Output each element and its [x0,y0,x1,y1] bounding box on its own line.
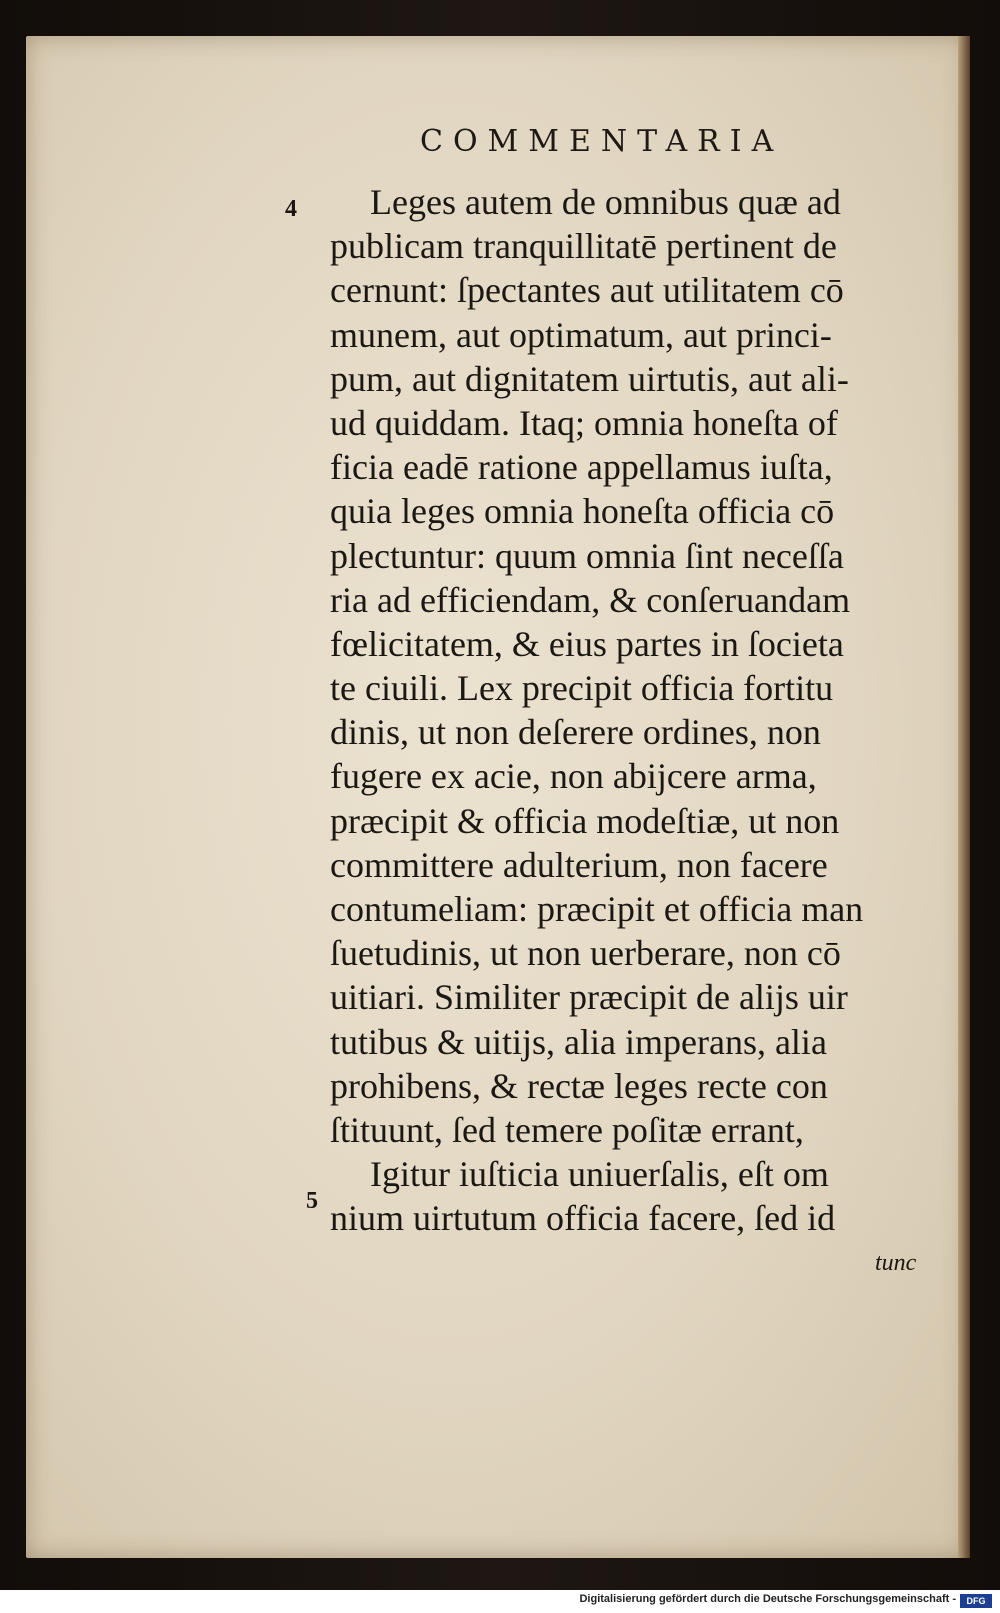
text-line: fugere ex acie, non abijcere arma, [330,756,817,797]
text-line: committere adulterium, non facere [330,844,828,885]
text-line: Leges autem de omnibus quæ ad [370,182,841,222]
dfg-logo: DFG [960,1594,992,1608]
text-line: præcipit & officia modeſtiæ, ut non [330,800,840,841]
text-line: ria ad efficiendam, & conſeruandam [330,579,851,620]
footer-credit: Digitalisierung gefördert durch die Deutsche Forschungsgemeinschaft - [579,1593,956,1605]
text-line: ſtituunt, ſed temere poſitæ errant, [330,1109,804,1150]
margin-note-5: 5 [306,1188,318,1214]
text-line: tutibus & uitijs, alia imperans, alia [330,1021,827,1062]
catchword: tunc [875,1250,917,1276]
text-line: te ciuili. Lex precipit officia fortitu [330,668,834,709]
text-line: ſuetudinis, ut non uerberare, non cō [330,933,841,974]
text-line: plectuntur: quum omnia ſint neceſſa [330,535,844,576]
text-line: pum, aut dignitatem uirtutis, aut ali- [330,358,849,399]
text-line: dinis, ut non deſerere ordines, non [330,712,821,753]
text-line: publicam tranquillitatē pertinent de [330,226,837,267]
body-text [330,180,945,1241]
text-line: cernunt: ſpectantes aut utilitatem cō [330,270,844,311]
page-edge [958,36,970,1558]
text-line: uitiari. Similiter præcipit de alijs uir [330,977,848,1018]
text-line: fœlicitatem, & eius partes in ſocieta [330,623,844,664]
text-line: Igitur iuſticia uniuerſalis, eſt om [370,1154,829,1195]
text-line: ud quiddam. Itaq; omnia honeſta of [330,402,838,443]
running-head: COMMENTARIA [420,124,784,159]
text-line: quia leges omnia honeſta officia cō [330,491,835,532]
text-line: ficia eadē ratione appellamus iuſta, [330,447,833,488]
margin-note-4: 4 [285,196,297,222]
text-line: munem, aut optimatum, aut princi- [330,314,832,355]
digitization-footer [0,1590,1000,1613]
text-line: nium uirtutum officia facere, ſed id [330,1198,836,1239]
text-line: contumeliam: præcipit et officia man [330,889,864,929]
text-line: prohibens, & rectæ leges recte con [330,1065,828,1106]
